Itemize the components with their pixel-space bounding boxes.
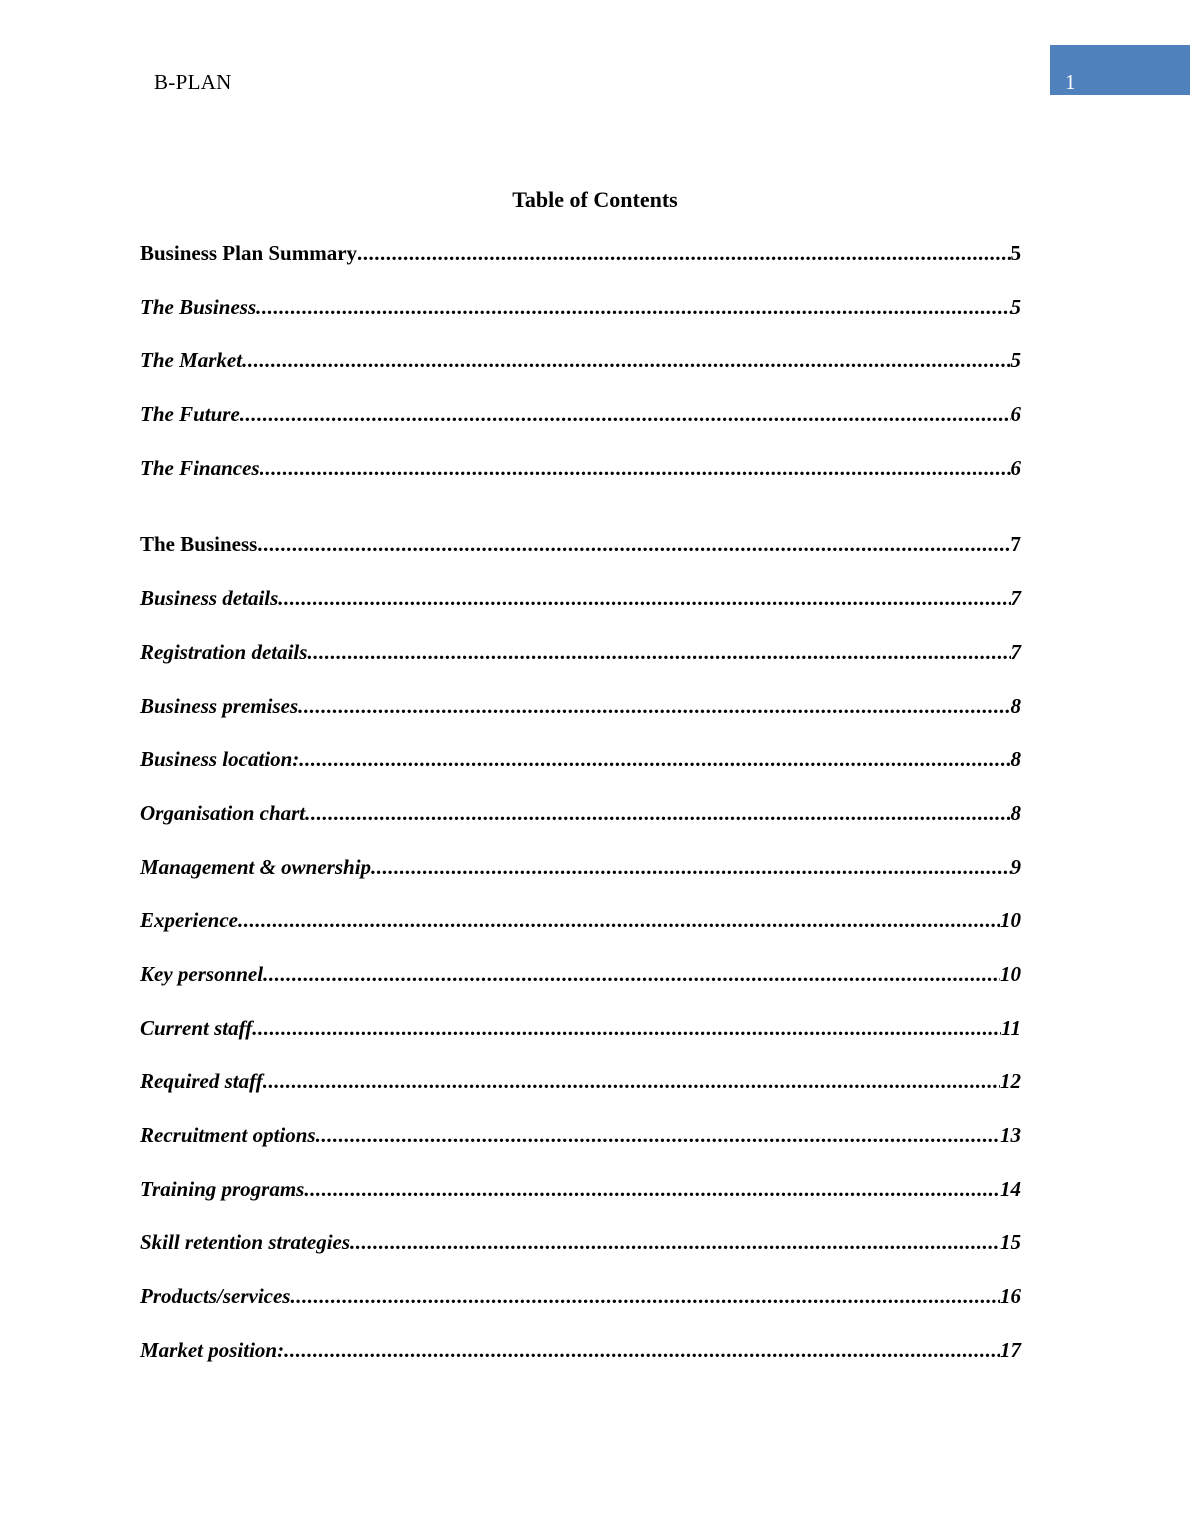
toc-dot-leader	[252, 1016, 1001, 1041]
toc-entry[interactable]	[140, 456, 1021, 510]
toc-entry-label: Organisation chart	[140, 800, 306, 825]
toc-dot-leader	[257, 532, 1010, 557]
toc-entry-label: Current staff	[140, 1015, 253, 1040]
toc-entry-page-number: 5	[1010, 294, 1021, 319]
toc-entry-page-number: 10	[1000, 961, 1021, 986]
toc-entry-page-number: 5	[1010, 241, 1021, 265]
toc-dot-leader	[305, 801, 1010, 826]
toc-entry-page-number: 16	[1000, 1284, 1021, 1309]
toc-entry[interactable]	[140, 855, 1021, 909]
toc-entry-label: The Business	[140, 532, 258, 557]
toc-dot-leader	[278, 586, 1010, 611]
toc-entry-label: The Business	[140, 294, 257, 319]
toc-dot-leader	[284, 1338, 1000, 1363]
toc-dot-leader	[260, 456, 1011, 481]
table-of-contents	[140, 241, 1021, 1391]
toc-entry-page-number: 8	[1010, 693, 1021, 718]
toc-dot-leader	[263, 962, 1000, 987]
toc-dot-leader	[357, 241, 1010, 266]
toc-entry-label: Business location:	[140, 747, 300, 772]
toc-entry-label: The Future	[140, 402, 240, 427]
toc-dot-leader	[298, 694, 1010, 719]
toc-entry[interactable]	[140, 1123, 1021, 1177]
toc-entry[interactable]	[140, 747, 1021, 801]
toc-entry[interactable]	[140, 348, 1021, 402]
toc-dot-leader	[290, 1284, 1000, 1309]
toc-entry-page-number: 8	[1010, 747, 1021, 772]
toc-entry-page-number: 8	[1010, 800, 1021, 825]
toc-entry-label: Business premises	[140, 693, 299, 718]
toc-entry[interactable]	[140, 908, 1021, 962]
toc-entry-label: Required staff	[140, 1069, 263, 1094]
toc-entry[interactable]	[140, 694, 1021, 748]
toc-entry-page-number: 10	[1000, 908, 1021, 933]
toc-entry-label: The Market	[140, 348, 243, 373]
toc-entry-page-number: 12	[1000, 1069, 1021, 1094]
toc-entry-label: Experience	[140, 908, 238, 933]
toc-entry-page-number: 15	[1000, 1230, 1021, 1255]
toc-entry[interactable]	[140, 801, 1021, 855]
toc-entry-label: Management & ownership	[140, 854, 372, 879]
toc-entry-page-number: 9	[1010, 854, 1021, 879]
toc-dot-leader	[316, 1123, 1000, 1148]
toc-entry-page-number: 13	[1000, 1123, 1021, 1147]
toc-entry-label: Skill retention strategies	[140, 1230, 351, 1255]
toc-dot-leader	[350, 1230, 1000, 1255]
toc-entry-page-number: 6	[1010, 455, 1021, 480]
toc-dot-leader	[242, 348, 1010, 373]
toc-entry-page-number: 7	[1010, 532, 1021, 557]
toc-entry-label: Training programs	[140, 1176, 305, 1201]
toc-entry-label: Market position:	[140, 1337, 285, 1362]
page-number: 1	[1065, 70, 1076, 94]
toc-dot-leader	[307, 640, 1010, 665]
toc-entry-page-number: 7	[1010, 586, 1021, 611]
toc-entry[interactable]	[140, 1230, 1021, 1284]
toc-entry[interactable]	[140, 532, 1021, 586]
toc-entry-page-number: 7	[1010, 639, 1021, 664]
toc-dot-leader	[371, 855, 1010, 880]
toc-entry[interactable]	[140, 1338, 1021, 1392]
toc-entry-page-number: 5	[1010, 348, 1021, 373]
toc-entry-page-number: 17	[1000, 1337, 1021, 1362]
toc-entry[interactable]	[140, 1069, 1021, 1123]
toc-dot-leader	[299, 747, 1010, 772]
toc-entry-label: Key personnel	[140, 961, 264, 986]
toc-entry[interactable]	[140, 1177, 1021, 1231]
page-number-tab	[1050, 45, 1190, 95]
toc-dot-leader	[256, 295, 1010, 320]
toc-entry-label: Business details	[140, 586, 279, 611]
running-header-title: B-PLAN	[154, 70, 232, 94]
toc-dot-leader	[240, 402, 1011, 427]
toc-entry[interactable]	[140, 962, 1021, 1016]
toc-dot-leader	[238, 908, 1000, 933]
toc-dot-leader	[263, 1069, 1000, 1094]
toc-title: Table of Contents	[512, 187, 678, 212]
toc-entry[interactable]	[140, 1016, 1021, 1070]
toc-entry-page-number: 11	[1001, 1015, 1021, 1040]
toc-entry[interactable]	[140, 586, 1021, 640]
toc-entry-label: Products/services	[140, 1284, 291, 1309]
toc-dot-leader	[304, 1177, 1000, 1202]
toc-entry[interactable]	[140, 295, 1021, 349]
toc-entry-label: Registration details	[140, 639, 308, 664]
toc-entry[interactable]	[140, 402, 1021, 456]
toc-entry-label: Business Plan Summary	[140, 241, 358, 265]
toc-entry-label: Recruitment options	[140, 1123, 316, 1147]
toc-entry-page-number: 6	[1010, 402, 1021, 427]
toc-entry[interactable]	[140, 640, 1021, 694]
toc-entry-page-number: 14	[1000, 1176, 1021, 1201]
toc-entry-label: The Finances	[140, 455, 260, 480]
toc-entry[interactable]	[140, 1284, 1021, 1338]
toc-entry[interactable]	[140, 241, 1021, 295]
